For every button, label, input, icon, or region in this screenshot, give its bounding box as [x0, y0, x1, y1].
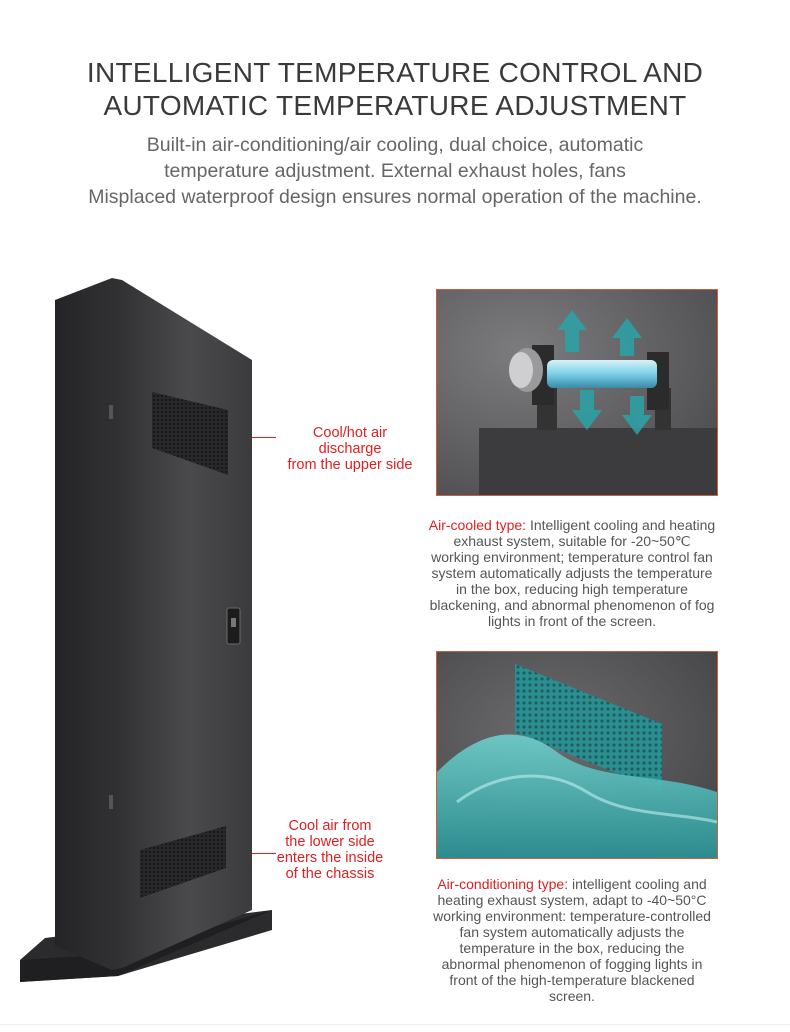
air-conditioning-line-3: working environment: temperature-controlled: [433, 908, 711, 924]
air-conditioning-line-1: Air-conditioning type: intelligent cooling and: [437, 876, 707, 892]
upper-air-callout: [250, 425, 450, 473]
air-conditioning-line-7: front of the high-temperature blackened: [449, 972, 695, 988]
lower-callout-line-3: enters the inside: [276, 850, 384, 866]
air-cooled-line-6: blackening, and abnormal phenomenon of fog: [429, 597, 715, 613]
lower-callout-line-2: the lower side: [285, 834, 375, 850]
subtitle-line-2: temperature adjustment. External exhaust holes, fans: [164, 160, 626, 182]
air-cooled-line-3: working environment; temperature control fan: [431, 549, 713, 565]
air-conditioning-line-2: heating exhaust system, adapt to -40~50°C: [437, 892, 707, 908]
air-conditioning-line-6: abnormal phenomenon of fogging lights in: [441, 956, 703, 972]
air-conditioning-line-8: screen.: [549, 988, 595, 1004]
air-conditioning-description: [394, 876, 750, 1004]
air-conditioning-vent-photo: [436, 651, 718, 859]
air-cooled-line-1: Air-cooled type: Intelligent cooling and heating: [428, 517, 716, 533]
subtitle-line-3: Misplaced waterproof design ensures normal operation of the machine.: [88, 186, 702, 208]
title-line-1: INTELLIGENT TEMPERATURE CONTROL AND: [86, 57, 704, 88]
outdoor-kiosk-illustration: [0, 270, 290, 1020]
subtitle-line-1: Built-in air-conditioning/air cooling, dual choice, automatic: [146, 134, 644, 156]
title-line-2: AUTOMATIC TEMPERATURE ADJUSTMENT: [103, 90, 687, 121]
air-cooled-line-7: lights in front of the screen.: [487, 613, 657, 629]
upper-callout-line-3: from the upper side: [287, 457, 413, 473]
air-conditioning-line-5: temperature in the box, reducing the: [459, 940, 685, 956]
air-cooled-label: Air-cooled type:: [428, 517, 527, 533]
lower-air-callout: [255, 818, 405, 882]
air-cooled-description: [394, 517, 750, 629]
air-cooled-line-2: exhaust system, suitable for -20~50℃: [453, 533, 691, 549]
air-cooled-line-5: in the box, reducing high temperature: [456, 581, 688, 597]
kiosk-side-panel: [55, 278, 112, 970]
lower-callout-line-1: Cool air from: [288, 818, 372, 834]
bottom-divider: [0, 1024, 790, 1025]
air-conditioning-label: Air-conditioning type:: [437, 876, 569, 892]
page-subtitle: [0, 132, 790, 210]
air-conditioning-line-4: fan system automatically adjusts the: [459, 924, 685, 940]
air-cooled-line-4: system automatically adjusts the temperature: [431, 565, 713, 581]
upper-callout-line-2: discharge: [318, 441, 382, 457]
air-cooled-fan-photo: [436, 289, 718, 496]
lower-callout-line-4: of the chassis: [285, 866, 375, 882]
upper-callout-line-1: Cool/hot air: [312, 425, 388, 441]
page-title: [0, 56, 790, 122]
